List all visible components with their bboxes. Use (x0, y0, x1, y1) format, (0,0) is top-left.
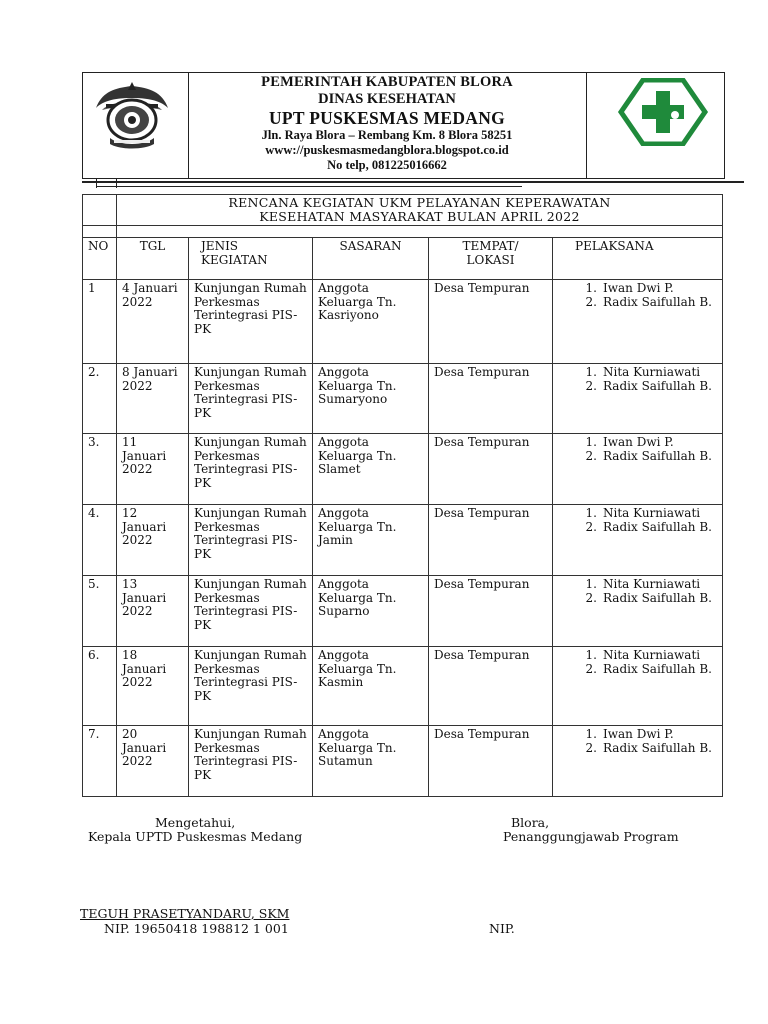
row-target: Anggota Keluarga Tn. Jamin (313, 505, 429, 576)
row-implementers (553, 576, 723, 647)
implementer-item (579, 592, 717, 606)
table-row (83, 364, 723, 434)
row-location: Desa Tempuran (429, 434, 553, 505)
phone: No telp, 081225016662 (327, 158, 447, 172)
spacer-cell (117, 226, 723, 238)
activity-plan-table (82, 194, 723, 797)
row-date: 4 Januari 2022 (117, 280, 189, 364)
list-number: 2. (585, 740, 597, 755)
column-header: TEMPAT/ LOKASI (429, 238, 553, 280)
list-number: 2. (585, 294, 597, 309)
implementer-name: Iwan Dwi P. (603, 727, 674, 741)
table-row (83, 576, 723, 647)
row-date: 13 Januari 2022 (117, 576, 189, 647)
implementer-name: Iwan Dwi P. (603, 281, 674, 295)
row-target: Anggota Keluarga Tn. Slamet (313, 434, 429, 505)
list-number: 2. (585, 590, 597, 605)
row-number: 1 (83, 280, 117, 364)
implementer-list (579, 366, 717, 393)
signatory-nip: NIP. 19650418 198812 1 001 (104, 921, 289, 936)
acknowledge-label: Mengetahui, (155, 815, 236, 830)
implementer-item (579, 380, 717, 394)
implementer-name: Radix Saifullah B. (603, 378, 712, 393)
rule-mark (116, 179, 117, 188)
government-name: PEMERINTAH KABUPATEN BLORA (261, 74, 513, 90)
implementer-item (579, 649, 717, 663)
row-date: 8 Januari 2022 (117, 364, 189, 434)
row-activity: Kunjungan Rumah Perkesmas Terintegrasi PIS-PK (189, 280, 313, 364)
row-location: Desa Tempuran (429, 505, 553, 576)
column-header: NO (83, 238, 117, 280)
row-activity: Kunjungan Rumah Perkesmas Terintegrasi PIS-PK (189, 576, 313, 647)
row-number: 7. (83, 726, 117, 797)
row-target: Anggota Keluarga Tn. Kasriyono (313, 280, 429, 364)
signatory-name: TEGUH PRASETYANDARU, SKM (80, 906, 290, 921)
list-number: 2. (585, 448, 597, 463)
row-target: Anggota Keluarga Tn. Kasmin (313, 647, 429, 726)
rule-mark (96, 179, 97, 188)
list-number: 1. (585, 435, 597, 449)
row-date: 12 Januari 2022 (117, 505, 189, 576)
implementer-item (579, 282, 717, 296)
implementer-item (579, 521, 717, 535)
table-title-line: KESEHATAN MASYARAKAT BULAN APRIL 2022 (259, 209, 580, 224)
implementer-name: Iwan Dwi P. (603, 435, 674, 449)
institution-name: UPT PUSKESMAS MEDANG (268, 108, 506, 128)
list-number: 2. (585, 519, 597, 534)
table-title-line: RENCANA KEGIATAN UKM PELAYANAN KEPERAWATAN (228, 195, 611, 210)
row-location: Desa Tempuran (429, 280, 553, 364)
implementer-list (579, 728, 717, 755)
implementer-item (579, 578, 717, 592)
row-location: Desa Tempuran (429, 647, 553, 726)
row-date: 18 Januari 2022 (117, 647, 189, 726)
list-number: 2. (585, 661, 597, 676)
head-title: Kepala UPTD Puskesmas Medang (88, 829, 303, 844)
implementer-name: Radix Saifullah B. (603, 448, 712, 463)
row-number: 5. (83, 576, 117, 647)
blora-regency-emblem-icon (92, 78, 172, 154)
row-number: 4. (83, 505, 117, 576)
letterhead-text (188, 72, 586, 173)
row-implementers (553, 280, 723, 364)
letterhead-divider (586, 72, 587, 179)
column-header: PELAKSANA (553, 238, 723, 280)
implementer-list (579, 507, 717, 534)
row-location: Desa Tempuran (429, 726, 553, 797)
implementer-list (579, 578, 717, 605)
implementer-name: Nita Kurniawati (603, 648, 701, 662)
row-number: 6. (83, 647, 117, 726)
implementer-item (579, 507, 717, 521)
department-name: DINAS KESEHATAN (318, 91, 456, 107)
implementer-item (579, 296, 717, 310)
row-implementers (553, 647, 723, 726)
row-number: 2. (83, 364, 117, 434)
row-activity: Kunjungan Rumah Perkesmas Terintegrasi PIS-PK (189, 726, 313, 797)
table-row (83, 647, 723, 726)
implementer-item (579, 742, 717, 756)
place-label: Blora, (511, 815, 550, 830)
table-row (83, 726, 723, 797)
implementer-item (579, 436, 717, 450)
row-target: Anggota Keluarga Tn. Suparno (313, 576, 429, 647)
implementer-item (579, 728, 717, 742)
row-activity: Kunjungan Rumah Perkesmas Terintegrasi PIS-PK (189, 434, 313, 505)
implementer-item (579, 366, 717, 380)
title-blank-cell (83, 195, 117, 226)
table-row (83, 434, 723, 505)
implementer-name: Nita Kurniawati (603, 577, 701, 591)
address: Jln. Raya Blora – Rembang Km. 8 Blora 58251 (261, 128, 513, 142)
implementer-item (579, 663, 717, 677)
implementer-name: Radix Saifullah B. (603, 740, 712, 755)
row-implementers (553, 434, 723, 505)
row-location: Desa Tempuran (429, 364, 553, 434)
list-number: 2. (585, 378, 597, 393)
table-title (117, 195, 723, 226)
row-date: 11 Januari 2022 (117, 434, 189, 505)
website: www://puskesmasmedangblora.blogspot.co.id (265, 143, 509, 157)
list-number: 1. (585, 577, 597, 591)
list-number: 1. (585, 365, 597, 379)
implementer-list (579, 282, 717, 309)
table-row (83, 505, 723, 576)
implementer-list (579, 436, 717, 463)
header-rule (96, 186, 522, 187)
list-number: 1. (585, 727, 597, 741)
row-date: 20 Januari 2022 (117, 726, 189, 797)
table-row (83, 280, 723, 364)
row-activity: Kunjungan Rumah Perkesmas Terintegrasi PIS-PK (189, 505, 313, 576)
table-body (83, 280, 723, 797)
column-header: TGL (117, 238, 189, 280)
implementer-name: Nita Kurniawati (603, 365, 701, 379)
program-officer-title: Penanggungjawab Program (503, 829, 679, 844)
implementer-name: Radix Saifullah B. (603, 661, 712, 676)
row-activity: Kunjungan Rumah Perkesmas Terintegrasi PIS-PK (189, 364, 313, 434)
implementer-name: Radix Saifullah B. (603, 294, 712, 309)
column-header: JENIS KEGIATAN (189, 238, 313, 280)
list-number: 1. (585, 281, 597, 295)
implementer-name: Radix Saifullah B. (603, 590, 712, 605)
row-target: Anggota Keluarga Tn. Sumaryono (313, 364, 429, 434)
puskesmas-green-cross-icon (617, 78, 709, 146)
program-officer-nip: NIP. (489, 921, 515, 936)
row-implementers (553, 726, 723, 797)
row-number: 3. (83, 434, 117, 505)
row-implementers (553, 505, 723, 576)
row-target: Anggota Keluarga Tn. Sutamun (313, 726, 429, 797)
implementer-name: Radix Saifullah B. (603, 519, 712, 534)
list-number: 1. (585, 506, 597, 520)
header-rule (82, 181, 744, 183)
implementer-name: Nita Kurniawati (603, 506, 701, 520)
implementer-item (579, 450, 717, 464)
spacer-cell (83, 226, 117, 238)
list-number: 1. (585, 648, 597, 662)
row-activity: Kunjungan Rumah Perkesmas Terintegrasi PIS-PK (189, 647, 313, 726)
implementer-list (579, 649, 717, 676)
column-header: SASARAN (313, 238, 429, 280)
row-implementers (553, 364, 723, 434)
row-location: Desa Tempuran (429, 576, 553, 647)
